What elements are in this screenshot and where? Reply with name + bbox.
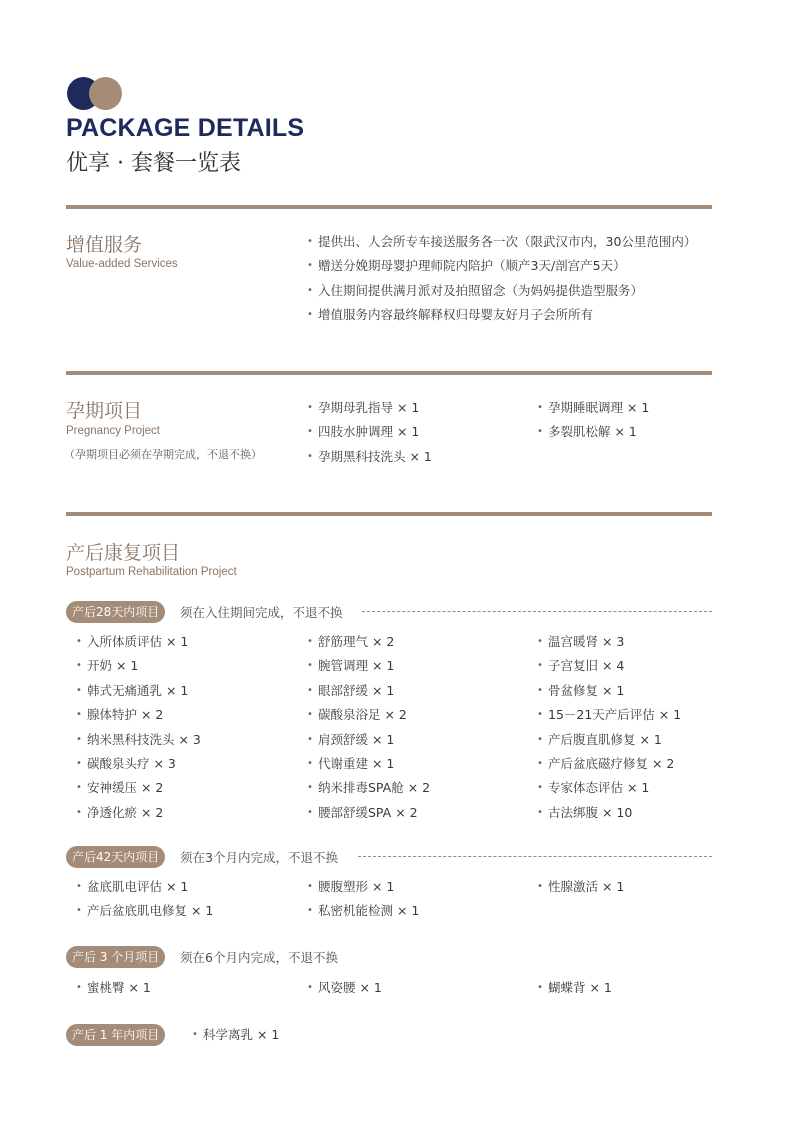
dashed-divider — [362, 611, 712, 612]
list-item: • 孕期母乳指导 × 1 — [307, 396, 432, 420]
list-item: • 性腺激活 × 1 — [537, 875, 624, 899]
value-added-subtitle: Value-added Services — [66, 258, 178, 270]
list-item: • 韩式无痛通乳 × 1 — [76, 679, 201, 703]
list-item: • 肩颈舒缓 × 1 — [307, 728, 430, 752]
logo-taupe-circle — [89, 77, 122, 110]
list-item: • 风姿腰 × 1 — [307, 976, 382, 1000]
list-item: • 入所体质评估 × 1 — [76, 630, 201, 654]
group-28-col2 — [307, 630, 430, 825]
list-item: • 产后盆底磁疗修复 × 2 — [537, 752, 681, 776]
list-item: • 碳酸泉头疗 × 3 — [76, 752, 201, 776]
list-item: • 舒筋理气 × 2 — [307, 630, 430, 654]
postpartum-subtitle: Postpartum Rehabilitation Project — [66, 566, 237, 578]
pregnancy-list-col2 — [537, 396, 649, 445]
list-item: • 古法绑腹 × 10 — [537, 801, 681, 825]
list-item: • 碳酸泉浴足 × 2 — [307, 703, 430, 727]
postpartum-title: 产后康复项目 — [66, 542, 181, 564]
section-divider — [66, 512, 712, 516]
list-item: • 骨盆修复 × 1 — [537, 679, 681, 703]
list-item: • 赠送分娩期母婴护理师院内陪护（顺产3天/剖宫产5天） — [307, 254, 696, 278]
list-item: • 代谢重建 × 1 — [307, 752, 430, 776]
group-42-col3 — [537, 875, 624, 899]
list-item: • 腺体特护 × 2 — [76, 703, 201, 727]
group-3-months-badge: 产后 3 个月项目 — [66, 946, 165, 968]
list-item: • 开奶 × 1 — [76, 654, 201, 678]
list-item: • 子宫复旧 × 4 — [537, 654, 681, 678]
value-added-title: 增值服务 — [66, 234, 143, 256]
list-item: • 多裂肌松解 × 1 — [537, 420, 649, 444]
brand-logo — [67, 77, 127, 111]
list-item: • 腰部舒缓SPA × 2 — [307, 801, 430, 825]
list-item: • 蝴蝶背 × 1 — [537, 976, 612, 1000]
page-title-cn: 优享 · 套餐一览表 — [66, 151, 241, 176]
list-item: • 孕期睡眠调理 × 1 — [537, 396, 649, 420]
list-item: • 纳米黑科技洗头 × 3 — [76, 728, 201, 752]
list-item: • 私密机能检测 × 1 — [307, 899, 419, 923]
list-item: • 蜜桃臀 × 1 — [76, 976, 151, 1000]
list-item: • 眼部舒缓 × 1 — [307, 679, 430, 703]
list-item: • 盆底肌电评估 × 1 — [76, 875, 213, 899]
list-item: • 纳米排毒SPA舱 × 2 — [307, 776, 430, 800]
list-item: • 腰腹塑形 × 1 — [307, 875, 419, 899]
list-item: • 腕管调理 × 1 — [307, 654, 430, 678]
list-item: • 产后腹直肌修复 × 1 — [537, 728, 681, 752]
list-item: • 产后盆底肌电修复 × 1 — [76, 899, 213, 923]
group-28-col1 — [76, 630, 201, 825]
group-28-days-note: 须在入住期间完成，不退不换 — [180, 605, 343, 620]
list-item: • 增值服务内容最终解释权归母婴友好月子会所所有 — [307, 303, 696, 327]
list-item: • 净透化瘀 × 2 — [76, 801, 201, 825]
group-42-col1 — [76, 875, 213, 924]
dashed-divider — [358, 856, 712, 857]
group-1-year-badge: 产后 1 年内项目 — [66, 1024, 165, 1046]
pregnancy-list-col1 — [307, 396, 432, 469]
group-42-col2 — [307, 875, 419, 924]
group-1y-col1 — [192, 1023, 279, 1047]
group-42-days-badge: 产后42天内项目 — [66, 846, 165, 868]
section-divider — [66, 205, 712, 209]
group-3-months-note: 须在6个月内完成，不退不换 — [180, 950, 338, 965]
section-divider — [66, 371, 712, 375]
group-28-days-badge: 产后28天内项目 — [66, 601, 165, 623]
list-item: • 孕期黑科技洗头 × 1 — [307, 445, 432, 469]
pregnancy-note: （孕期项目必须在孕期完成，不退不换） — [64, 448, 262, 461]
list-item: • 15－21天产后评估 × 1 — [537, 703, 681, 727]
group-3m-col3 — [537, 976, 612, 1000]
list-item: • 入住期间提供满月派对及拍照留念（为妈妈提供造型服务） — [307, 279, 696, 303]
group-3m-col2 — [307, 976, 382, 1000]
list-item: • 科学离乳 × 1 — [192, 1023, 279, 1047]
list-item: • 安神缓压 × 2 — [76, 776, 201, 800]
list-item: • 提供出、人会所专车接送服务各一次（限武汉市内，30公里范围内） — [307, 230, 696, 254]
page-title-en: PACKAGE DETAILS — [66, 114, 305, 142]
pregnancy-subtitle: Pregnancy Project — [66, 425, 160, 437]
group-3m-col1 — [76, 976, 151, 1000]
pregnancy-title: 孕期项目 — [66, 400, 143, 422]
group-42-days-note: 须在3个月内完成，不退不换 — [180, 850, 338, 865]
group-28-col3 — [537, 630, 681, 825]
list-item: • 四肢水肿调理 × 1 — [307, 420, 432, 444]
list-item: • 专家体态评估 × 1 — [537, 776, 681, 800]
value-added-list — [307, 230, 696, 328]
list-item: • 温宫暖肾 × 3 — [537, 630, 681, 654]
